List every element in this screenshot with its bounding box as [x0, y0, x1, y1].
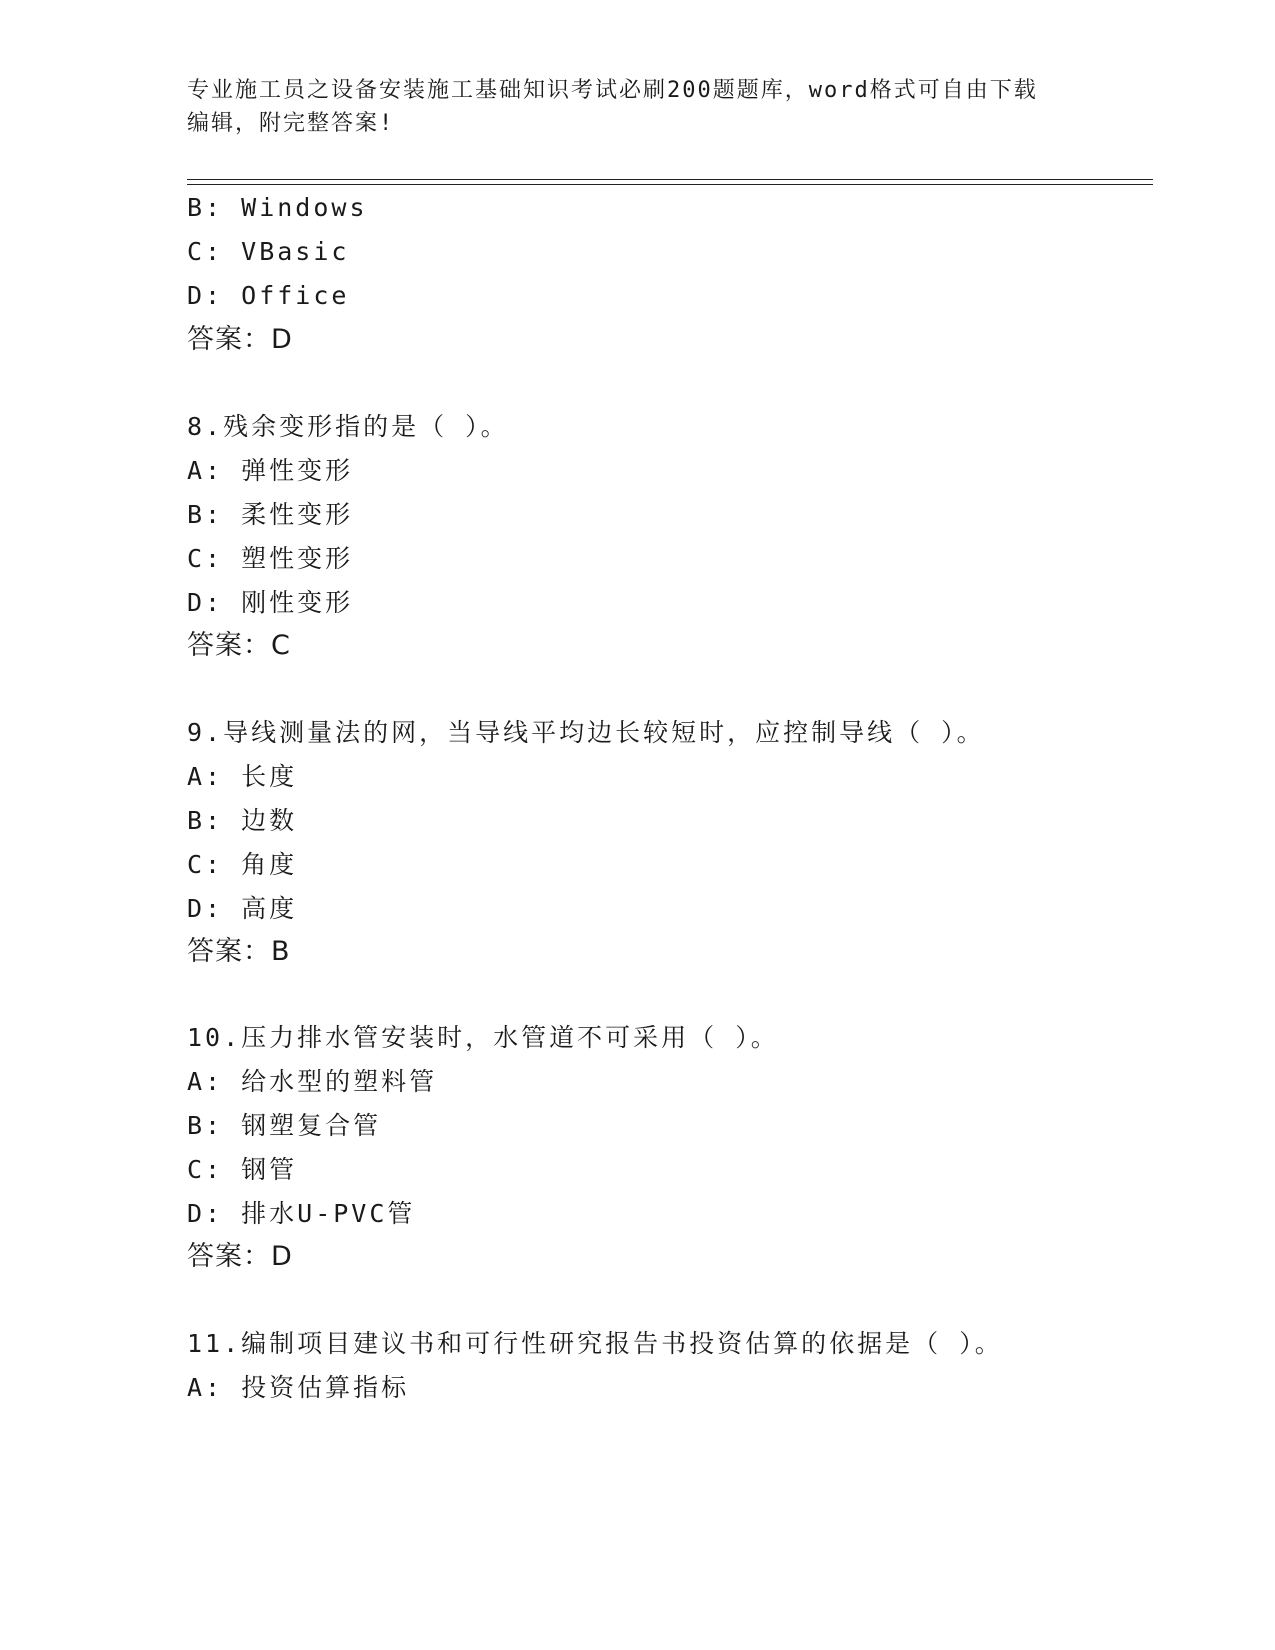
q10-option-a: A: 给水型的塑料管 [187, 1067, 438, 1096]
q11-option-a: A: 投资估算指标 [187, 1373, 410, 1402]
q8-answer: 答案：C [187, 630, 291, 661]
q9-option-a: A: 长度 [187, 762, 298, 791]
q10-option-b: B: 钢塑复合管 [187, 1111, 382, 1140]
header-divider-top [187, 179, 1153, 180]
q8-option-a: A: 弹性变形 [187, 456, 354, 485]
header-line-1: 专业施工员之设备安装施工基础知识考试必刷200题题库，word格式可自由下载 [187, 78, 1038, 103]
q7-option-c: C: VBasic [187, 237, 350, 266]
q11-stem: 11.编制项目建议书和可行性研究报告书投资估算的依据是（ ）。 [187, 1329, 1003, 1358]
document-header [187, 74, 1087, 140]
q10-option-c: C: 钢管 [187, 1155, 298, 1184]
q9-option-b: B: 边数 [187, 806, 298, 835]
q7-option-b: B: Windows [187, 193, 368, 222]
q9-option-c: C: 角度 [187, 850, 298, 879]
q10-answer: 答案：D [187, 1241, 293, 1272]
q8-option-d: D: 刚性变形 [187, 588, 354, 617]
header-divider-bottom [187, 184, 1153, 185]
header-line-2: 编辑，附完整答案! [187, 111, 395, 136]
q7-answer: 答案：D [187, 324, 293, 355]
q8-stem: 8.残余变形指的是（ ）。 [187, 412, 509, 441]
q7-option-d: D: Office [187, 281, 350, 310]
q9-option-d: D: 高度 [187, 894, 298, 923]
q8-option-c: C: 塑性变形 [187, 544, 354, 573]
q9-stem: 9.导线测量法的网，当导线平均边长较短时，应控制导线（ ）。 [187, 718, 985, 747]
q10-option-d: D: 排水U-PVC管 [187, 1199, 416, 1228]
q10-stem: 10.压力排水管安装时，水管道不可采用（ ）。 [187, 1023, 779, 1052]
q8-option-b: B: 柔性变形 [187, 500, 354, 529]
q9-answer: 答案：B [187, 936, 291, 967]
